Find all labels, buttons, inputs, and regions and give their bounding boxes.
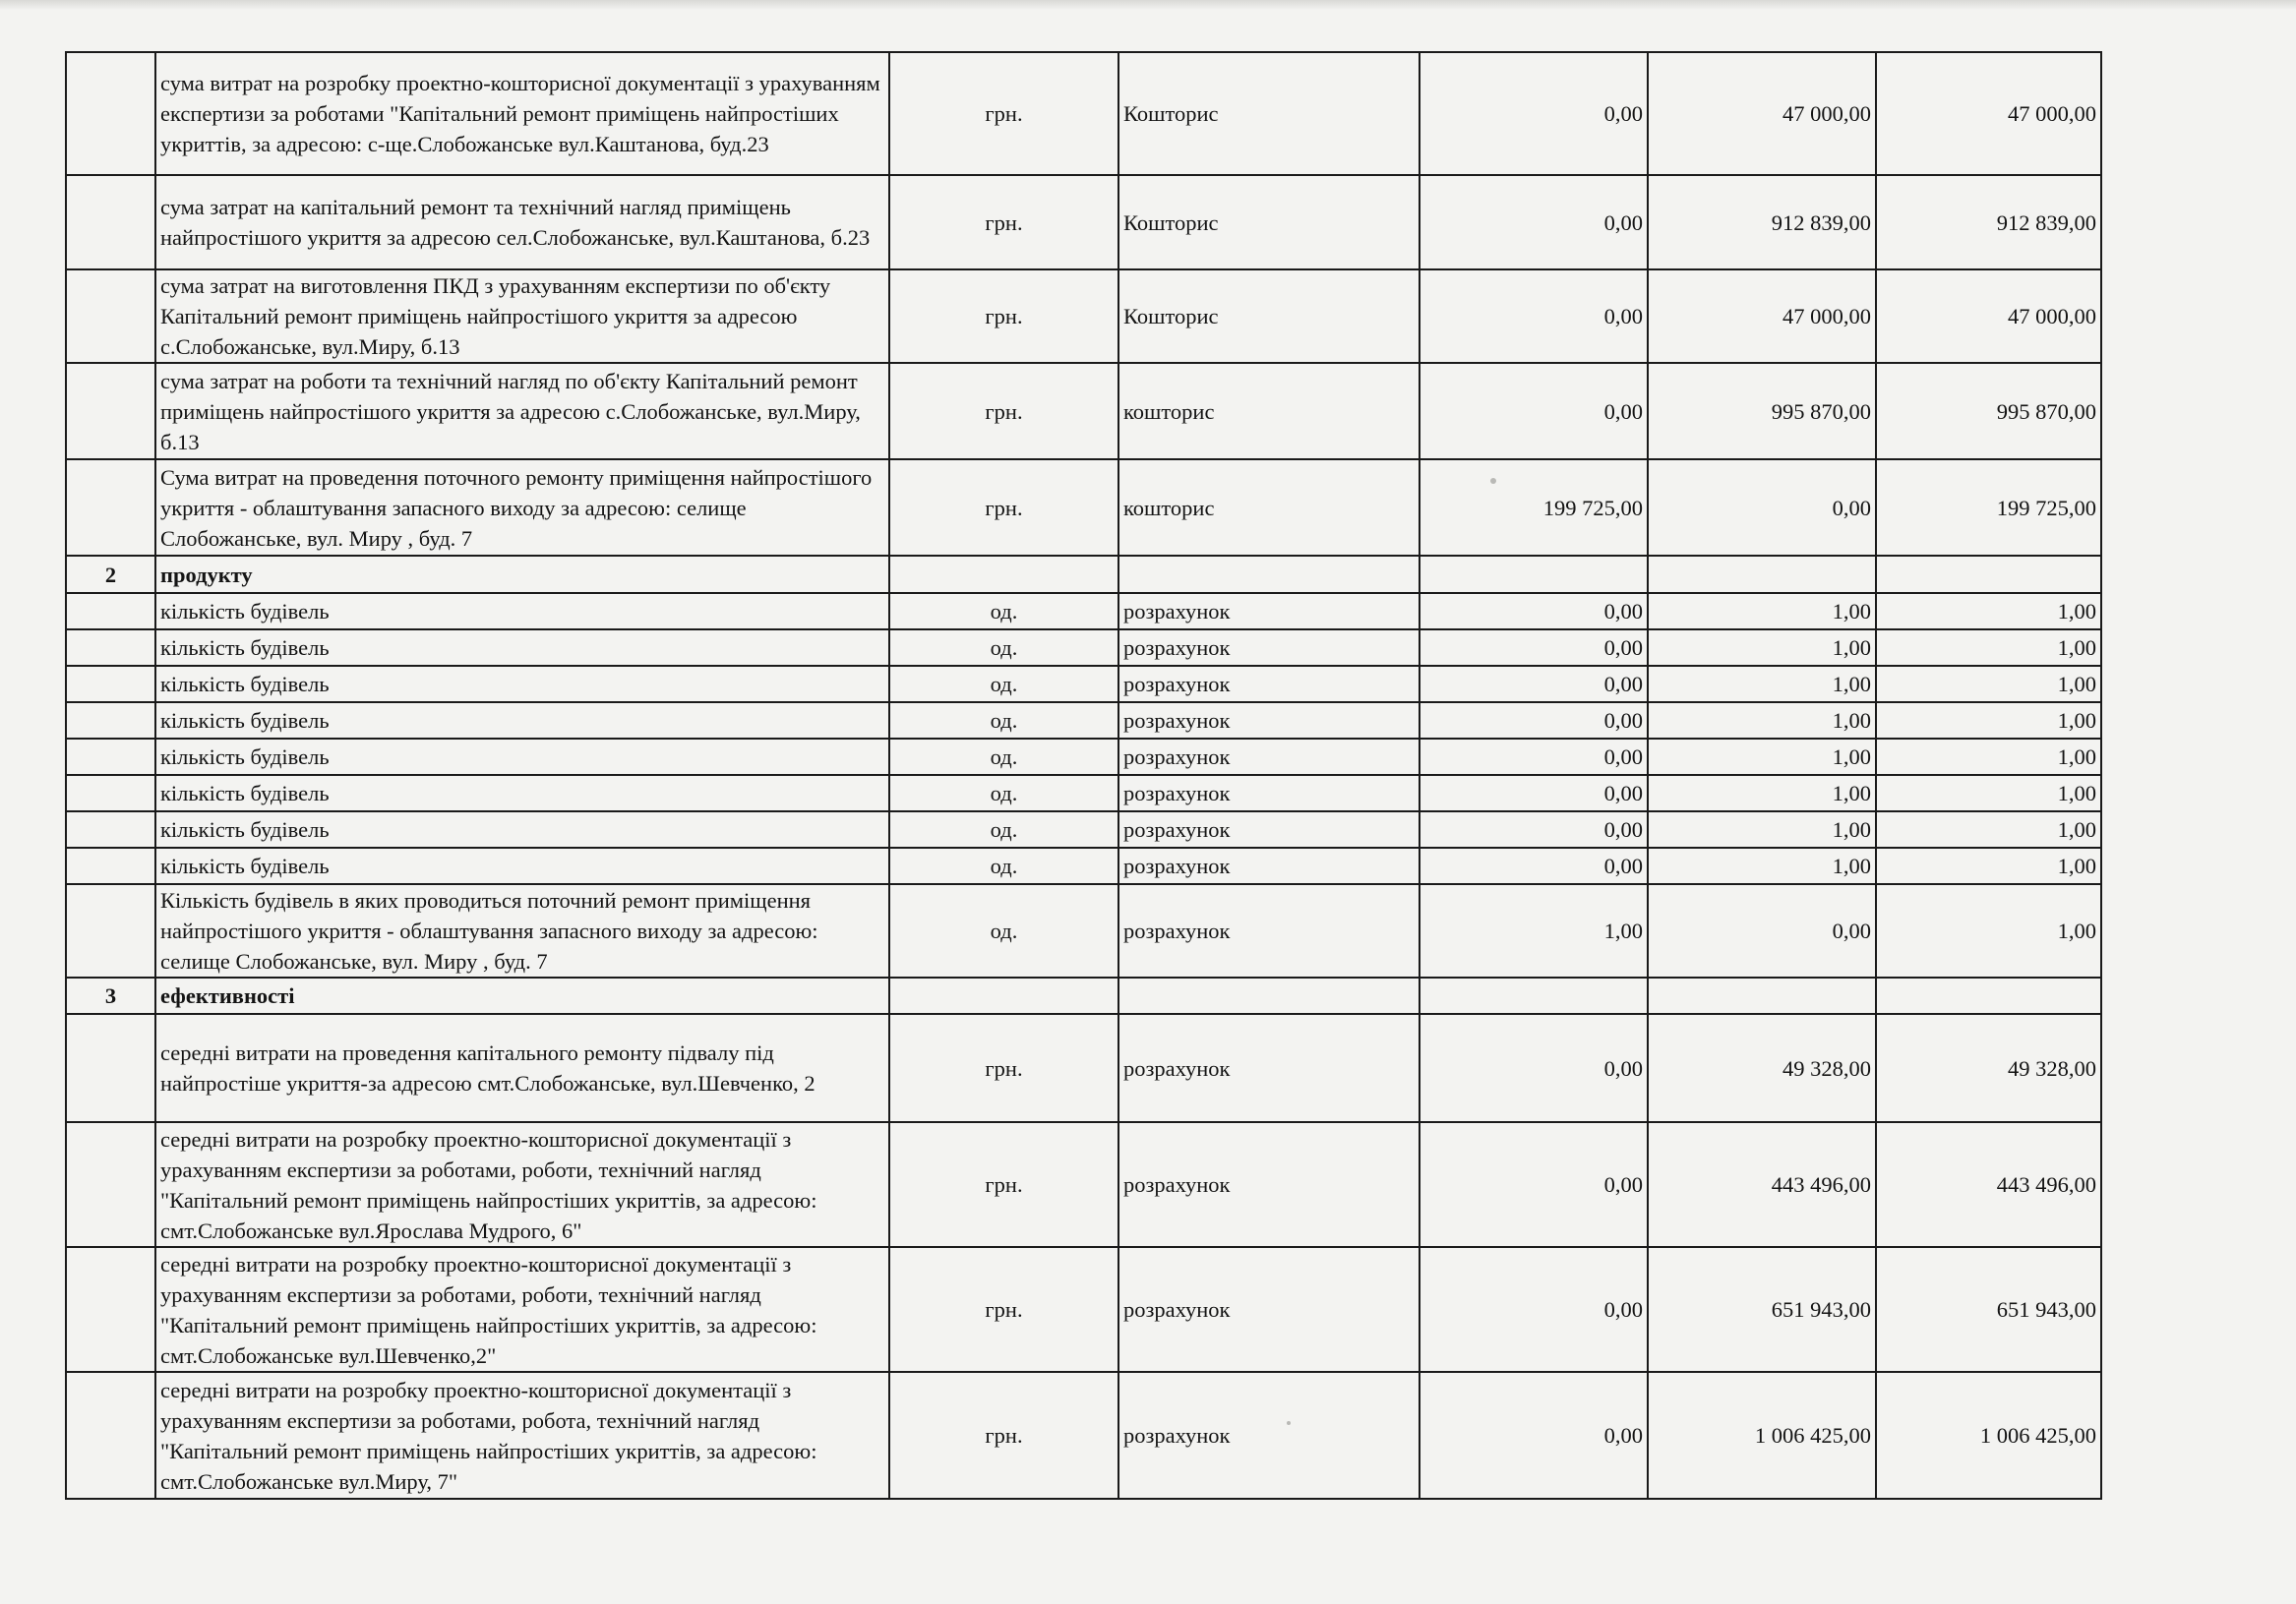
indicator-description: Кількість будівель в яких проводиться поточний ремонт приміщення найпростішого укриття - облаштування запасного виходу за адресою: селище Слобожанське, вул. Миру , буд. 7: [155, 884, 889, 978]
data-source: Кошторис: [1118, 269, 1420, 363]
table-row: [66, 1122, 2101, 1247]
table-row: [66, 775, 2101, 811]
unit-of-measure: грн.: [889, 363, 1118, 459]
indicators-table: [65, 51, 2102, 1500]
table-row: [66, 593, 2101, 629]
unit-of-measure: грн.: [889, 175, 1118, 269]
value-general-fund: 0,00: [1420, 702, 1648, 739]
indicator-description: кількість будівель: [155, 775, 889, 811]
indicator-description: середні витрати на розробку проектно-кошторисної документації з урахуванням експертизи за роботами, роботи, технічний нагляд "Капітальний ремонт приміщень найпростіших укриттів, за адресою: смт.Слобожанське вул.Шевченко,2": [155, 1247, 889, 1372]
value-general-fund: 0,00: [1420, 739, 1648, 775]
value-total: 1,00: [1876, 775, 2101, 811]
indicator-description: ефективності: [155, 978, 889, 1014]
value-special-fund: 1,00: [1648, 629, 1876, 666]
row-number: [66, 775, 155, 811]
value-total: 1,00: [1876, 739, 2101, 775]
unit-of-measure: од.: [889, 593, 1118, 629]
indicator-description: кількість будівель: [155, 629, 889, 666]
value-special-fund: 1 006 425,00: [1648, 1372, 1876, 1499]
row-number: [66, 884, 155, 978]
value-general-fund: 0,00: [1420, 1014, 1648, 1122]
value-total: [1876, 978, 2101, 1014]
unit-of-measure: од.: [889, 848, 1118, 884]
indicator-description: кількість будівель: [155, 811, 889, 848]
table-row: [66, 1247, 2101, 1372]
indicator-description: сума затрат на роботи та технічний нагляд по об'єкту Капітальний ремонт приміщень найпростішого укриття за адресою с.Слобожанське, вул.Миру, б.13: [155, 363, 889, 459]
value-special-fund: 1,00: [1648, 775, 1876, 811]
value-special-fund: 1,00: [1648, 811, 1876, 848]
table-row: [66, 459, 2101, 556]
value-total: 1,00: [1876, 702, 2101, 739]
indicator-description: кількість будівель: [155, 848, 889, 884]
unit-of-measure: грн.: [889, 52, 1118, 175]
group-header-row: [66, 978, 2101, 1014]
data-source: розрахунок: [1118, 1014, 1420, 1122]
value-special-fund: [1648, 978, 1876, 1014]
row-number: [66, 175, 155, 269]
data-source: розрахунок: [1118, 811, 1420, 848]
value-total: 1,00: [1876, 811, 2101, 848]
value-special-fund: 1,00: [1648, 702, 1876, 739]
data-source: розрахунок: [1118, 593, 1420, 629]
value-total: 1,00: [1876, 884, 2101, 978]
data-source: розрахунок: [1118, 666, 1420, 702]
value-general-fund: 199 725,00: [1420, 459, 1648, 556]
table-row: [66, 884, 2101, 978]
value-general-fund: 0,00: [1420, 363, 1648, 459]
indicator-description: кількість будівель: [155, 739, 889, 775]
row-number: [66, 1247, 155, 1372]
table-row: [66, 1014, 2101, 1122]
data-source: розрахунок: [1118, 884, 1420, 978]
value-special-fund: 0,00: [1648, 459, 1876, 556]
value-total: 651 943,00: [1876, 1247, 2101, 1372]
value-total: [1876, 556, 2101, 593]
row-number: [66, 629, 155, 666]
value-total: 47 000,00: [1876, 52, 2101, 175]
table-row: [66, 1372, 2101, 1499]
value-special-fund: 651 943,00: [1648, 1247, 1876, 1372]
indicator-description: продукту: [155, 556, 889, 593]
value-special-fund: 1,00: [1648, 593, 1876, 629]
table-row: [66, 175, 2101, 269]
value-special-fund: 1,00: [1648, 666, 1876, 702]
indicator-description: середні витрати на проведення капітального ремонту підвалу під найпростіше укриття-за адресою смт.Слобожанське, вул.Шевченко, 2: [155, 1014, 889, 1122]
row-number: [66, 52, 155, 175]
unit-of-measure: грн.: [889, 1122, 1118, 1247]
row-number: [66, 1122, 155, 1247]
unit-of-measure: од.: [889, 775, 1118, 811]
indicator-description: сума затрат на виготовлення ПКД з урахуванням експертизи по об'єкту Капітальний ремонт приміщень найпростішого укриття за адресою с.Слобожанське, вул.Миру, б.13: [155, 269, 889, 363]
row-number: 3: [66, 978, 155, 1014]
data-source: розрахунок: [1118, 629, 1420, 666]
value-total: 443 496,00: [1876, 1122, 2101, 1247]
data-source: [1118, 556, 1420, 593]
value-general-fund: [1420, 978, 1648, 1014]
unit-of-measure: од.: [889, 629, 1118, 666]
row-number: [66, 1372, 155, 1499]
value-general-fund: 0,00: [1420, 1122, 1648, 1247]
unit-of-measure: [889, 556, 1118, 593]
value-special-fund: 1,00: [1648, 848, 1876, 884]
unit-of-measure: грн.: [889, 1247, 1118, 1372]
value-total: 912 839,00: [1876, 175, 2101, 269]
unit-of-measure: [889, 978, 1118, 1014]
data-source: розрахунок: [1118, 1372, 1420, 1499]
indicator-description: кількість будівель: [155, 702, 889, 739]
indicator-description: середні витрати на розробку проектно-кошторисної документації з урахуванням експертизи за роботами, роботи, технічний нагляд "Капітальний ремонт приміщень найпростіших укриттів, за адресою: смт.Слобожанське вул.Ярослава Мудрого, 6": [155, 1122, 889, 1247]
row-number: [66, 702, 155, 739]
data-source: розрахунок: [1118, 775, 1420, 811]
value-special-fund: 0,00: [1648, 884, 1876, 978]
table-body: [66, 52, 2101, 1499]
indicator-description: сума затрат на капітальний ремонт та технічний нагляд приміщень найпростішого укриття за адресою сел.Слобожанське, вул.Каштанова, б.23: [155, 175, 889, 269]
value-total: 199 725,00: [1876, 459, 2101, 556]
unit-of-measure: грн.: [889, 1014, 1118, 1122]
indicator-description: кількість будівель: [155, 666, 889, 702]
unit-of-measure: од.: [889, 884, 1118, 978]
value-general-fund: 0,00: [1420, 629, 1648, 666]
row-number: 2: [66, 556, 155, 593]
table-row: [66, 666, 2101, 702]
indicator-description: сума витрат на розробку проектно-кошторисної документації з урахуванням експертизи за роботами "Капітальний ремонт приміщень найпростіших укриттів, за адресою: с-ще.Слобожанське вул.Каштанова, буд.23: [155, 52, 889, 175]
unit-of-measure: грн.: [889, 459, 1118, 556]
value-general-fund: 0,00: [1420, 1247, 1648, 1372]
value-special-fund: 49 328,00: [1648, 1014, 1876, 1122]
value-total: 47 000,00: [1876, 269, 2101, 363]
indicator-description: Сума витрат на проведення поточного ремонту приміщення найпростішого укриття - облаштування запасного виходу за адресою: селище Слобожанське, вул. Миру , буд. 7: [155, 459, 889, 556]
data-source: розрахунок: [1118, 739, 1420, 775]
unit-of-measure: од.: [889, 666, 1118, 702]
data-source: кошторис: [1118, 459, 1420, 556]
value-total: 1,00: [1876, 848, 2101, 884]
indicator-description: кількість будівель: [155, 593, 889, 629]
row-number: [66, 739, 155, 775]
unit-of-measure: од.: [889, 811, 1118, 848]
data-source: кошторис: [1118, 363, 1420, 459]
value-general-fund: 0,00: [1420, 593, 1648, 629]
value-total: 1,00: [1876, 593, 2101, 629]
table-row: [66, 739, 2101, 775]
table-row: [66, 363, 2101, 459]
row-number: [66, 459, 155, 556]
value-general-fund: 0,00: [1420, 811, 1648, 848]
data-source: розрахунок: [1118, 848, 1420, 884]
row-number: [66, 593, 155, 629]
unit-of-measure: од.: [889, 739, 1118, 775]
value-total: 49 328,00: [1876, 1014, 2101, 1122]
row-number: [66, 1014, 155, 1122]
value-general-fund: 0,00: [1420, 775, 1648, 811]
value-total: 1,00: [1876, 629, 2101, 666]
value-special-fund: 443 496,00: [1648, 1122, 1876, 1247]
table-row: [66, 269, 2101, 363]
table-row: [66, 811, 2101, 848]
value-general-fund: 0,00: [1420, 848, 1648, 884]
table-row: [66, 629, 2101, 666]
value-general-fund: 0,00: [1420, 175, 1648, 269]
scan-top-edge: [0, 0, 2296, 10]
row-number: [66, 269, 155, 363]
value-total: 1,00: [1876, 666, 2101, 702]
value-total: 995 870,00: [1876, 363, 2101, 459]
row-number: [66, 811, 155, 848]
group-header-row: [66, 556, 2101, 593]
value-general-fund: 0,00: [1420, 666, 1648, 702]
row-number: [66, 666, 155, 702]
value-special-fund: 912 839,00: [1648, 175, 1876, 269]
data-source: розрахунок: [1118, 1247, 1420, 1372]
value-special-fund: 1,00: [1648, 739, 1876, 775]
value-general-fund: [1420, 556, 1648, 593]
row-number: [66, 363, 155, 459]
data-source: розрахунок: [1118, 702, 1420, 739]
value-general-fund: 1,00: [1420, 884, 1648, 978]
row-number: [66, 848, 155, 884]
unit-of-measure: грн.: [889, 269, 1118, 363]
data-source: [1118, 978, 1420, 1014]
value-general-fund: 0,00: [1420, 1372, 1648, 1499]
value-general-fund: 0,00: [1420, 52, 1648, 175]
data-source: Кошторис: [1118, 175, 1420, 269]
data-source: Кошторис: [1118, 52, 1420, 175]
unit-of-measure: од.: [889, 702, 1118, 739]
unit-of-measure: грн.: [889, 1372, 1118, 1499]
value-special-fund: 995 870,00: [1648, 363, 1876, 459]
data-source: розрахунок: [1118, 1122, 1420, 1247]
table-row: [66, 848, 2101, 884]
table-row: [66, 52, 2101, 175]
value-total: 1 006 425,00: [1876, 1372, 2101, 1499]
indicator-description: середні витрати на розробку проектно-кошторисної документації з урахуванням експертизи за роботами, робота, технічний нагляд "Капітальний ремонт приміщень найпростіших укриттів, за адресою: смт.Слобожанське вул.Миру, 7": [155, 1372, 889, 1499]
value-special-fund: 47 000,00: [1648, 269, 1876, 363]
value-general-fund: 0,00: [1420, 269, 1648, 363]
value-special-fund: 47 000,00: [1648, 52, 1876, 175]
value-special-fund: [1648, 556, 1876, 593]
table-row: [66, 702, 2101, 739]
